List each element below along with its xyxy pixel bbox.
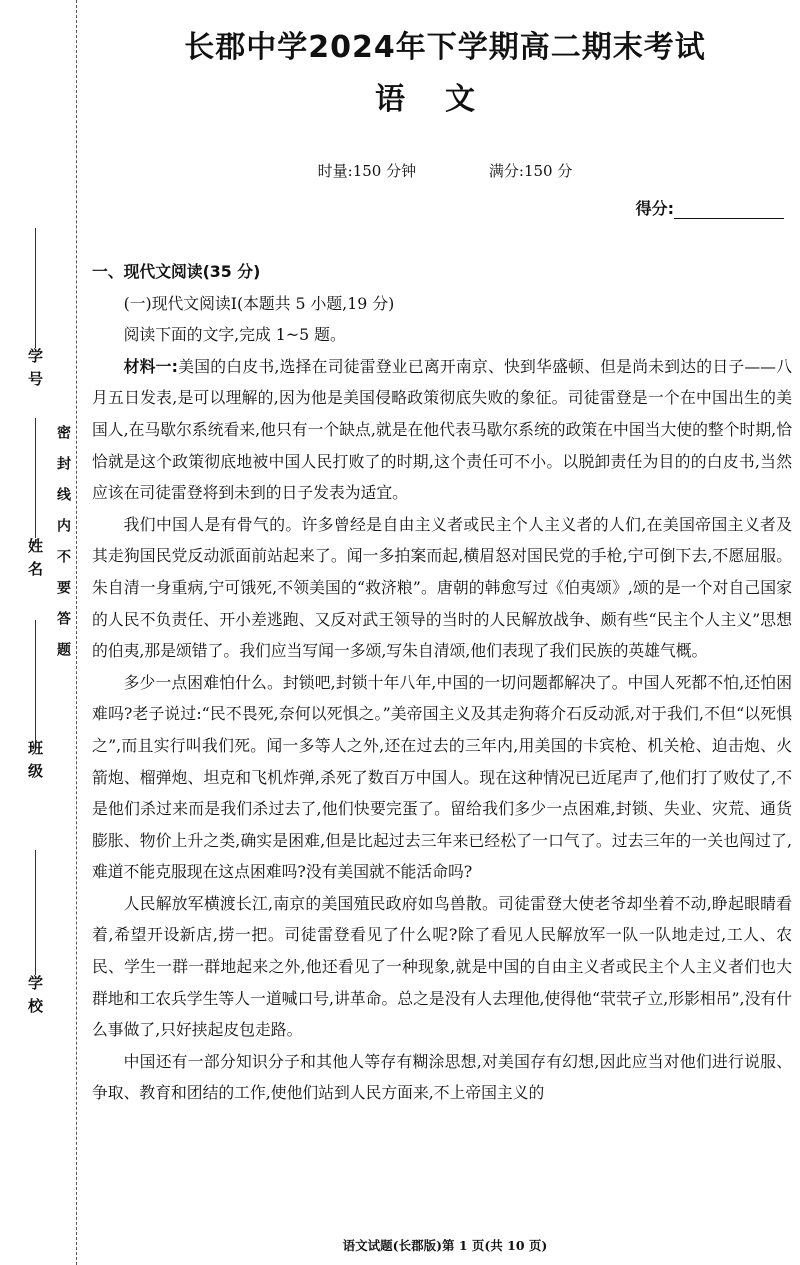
- section-title: 一、现代文阅读(35 分): [92, 262, 261, 281]
- name-field: [22, 418, 48, 584]
- paragraph: 中国还有一部分知识分子和其他人等存有糊涂思想,对美国存有幻想,因此应当对他们进行说服、争取、教育和团结的工作,使他们站到人民方面来,不上帝国主义的: [92, 1051, 792, 1103]
- name-label: 姓名: [26, 538, 44, 584]
- instruction: 阅读下面的文字,完成 1~5 题。: [123, 325, 346, 345]
- material-one: [92, 351, 792, 509]
- score-label: 得分:: [635, 199, 674, 218]
- subject-title: 语文: [375, 82, 515, 117]
- score-blank[interactable]: [674, 200, 784, 219]
- class-field: [22, 620, 48, 786]
- name-line[interactable]: [35, 418, 36, 538]
- student-id-line[interactable]: [35, 228, 36, 348]
- paragraph: 我们中国人是有骨气的。许多曾经是自由主义者或民主个人主义者的人们,在美国帝国主义者及其走狗国民党反动派面前站起来了。闻一多拍案而起,横眉怒对国民党的手枪,宁可倒下去,不愿屈服。朱自清一身重病,宁可饿死,不领美国的“救济粮”。唐朝的韩愈写过《伯夷颂》,颂的是一个对自己国家的人民不负责任、开小差逃跑、又反对武王领导的当时的人民解放战争、颇有些“民主个人主义”思想的伯夷,那是颂错了。我们应当写闻一多颂,写朱自清颂,他们表现了我们民族的英雄气概。: [92, 514, 792, 661]
- material-label: 材料一:: [123, 356, 178, 376]
- paragraph: 人民解放军横渡长江,南京的美国殖民政府如鸟兽散。司徒雷登大使老爷却坐着不动,睁起眼睛看着,希望开设新店,捞一把。司徒雷登看见了什么呢?除了看见人民解放军一队一队地走过,工人、农民、学生一群一群地起来之外,他还看见了一种现象,就是中国的自由主义者或民主个人主义者们也大群地和工农兵学生等人一道喊口号,讲革命。总之是没有人去理他,使得他“茕茕孑立,形影相吊”,没有什么事做了,只好挟起皮包走路。: [92, 893, 792, 1040]
- exam-meta: [100, 160, 790, 181]
- exam-title: 长郡中学2024年下学期高二期末考试: [184, 30, 706, 65]
- score-box: [636, 196, 784, 219]
- subsection-title: (一)现代文阅读Ⅰ(本题共 5 小题,19 分): [123, 293, 395, 313]
- seal-notice: 密封线内不要答题: [55, 425, 71, 673]
- material-text: 美国的白皮书,选择在司徒雷登业已离开南京、快到华盛顿、但是尚未到达的日子——八月五日发表,是可以理解的,因为他是美国侵略政策彻底失败的象征。司徒雷登是一个在中国出生的美国人,在马歇尔系统看来,他只有一个缺点,就是在他代表马歇尔系统的政策在中国当大使的整个时期,恰恰就是这个政策彻底地被中国人民打败了的时期,这个责任可不小。以脱卸责任为目的的白皮书,当然应该在司徒雷登将到未到的日子发表为适宜。: [92, 356, 792, 503]
- seal-dashed-line: [76, 0, 77, 1265]
- binding-strip: [0, 0, 82, 1265]
- school-line[interactable]: [35, 850, 36, 975]
- reading-content: [92, 256, 792, 1109]
- time-limit: 时量:150 分钟: [317, 162, 417, 180]
- student-id-label: 学号: [26, 348, 44, 394]
- full-score: 满分:150 分: [488, 162, 573, 180]
- class-label: 班级: [26, 740, 44, 786]
- paragraph: 多少一点困难怕什么。封锁吧,封锁十年八年,中国的一切问题都解决了。中国人死都不怕,还怕困难吗?老子说过:“民不畏死,奈何以死惧之。”美帝国主义及其走狗蒋介石反动派,对于我们,不但“以死惧之”,而且实行叫我们死。闻一多等人之外,还在过去的三年内,用美国的卡宾枪、机关枪、迫击炮、火箭炮、榴弹炮、坦克和飞机炸弹,杀死了数百万中国人。现在这种情况已近尾声了,他们打了败仗了,不是他们杀过来而是我们杀过去了,他们快要完蛋了。留给我们多少一点困难,封锁、失业、灾荒、通货膨胀、物价上升之类,确实是困难,但是比起过去三年来已经松了一口气了。过去三年的一关也闯过了,难道不能克服现在这点困难吗?没有美国就不能活命吗?: [92, 672, 792, 882]
- student-id-field: [22, 228, 48, 394]
- school-label: 学校: [26, 975, 44, 1021]
- school-field: [22, 850, 48, 1021]
- class-line[interactable]: [35, 620, 36, 740]
- page-footer: 语文试题(长郡版)第 1 页(共 10 页): [342, 1238, 548, 1253]
